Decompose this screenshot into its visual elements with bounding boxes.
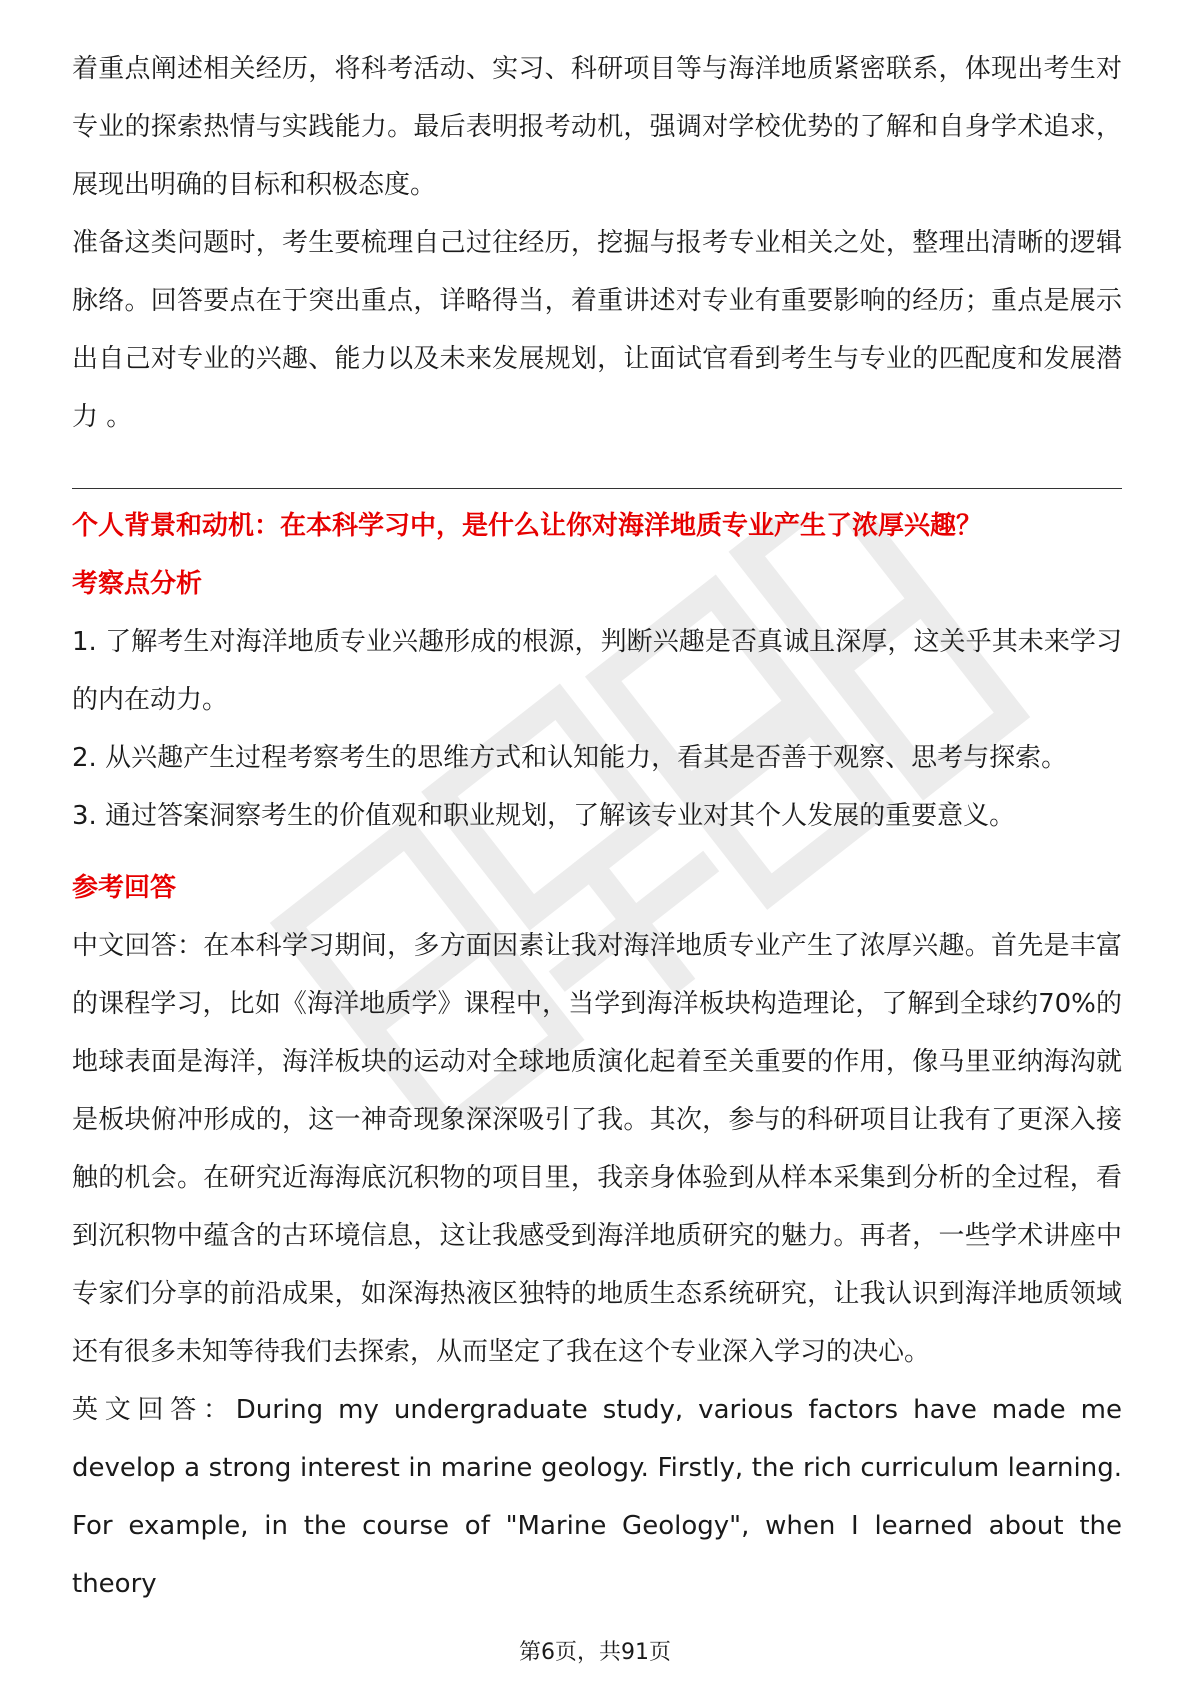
analysis-point-1: 1. 了解考生对海洋地质专业兴趣形成的根源，判断兴趣是否真诚且深厚，这关乎其未来学习的内在动力。: [72, 627, 1122, 715]
chinese-answer-text: 在本科学习期间，多方面因素让我对海洋地质专业产生了浓厚兴趣。首先是丰富的课程学习，比如《海洋地质学》课程中，当学到海洋板块构造理论，了解到全球约70%的地球表面是海洋，海洋板块的运动对全球地质演化起着至关重要的作用，像马里亚纳海沟就是板块俯冲形成的，这一神奇现象深深吸引了我。其次，参与的科研项目让我有了更深入接触的机会。在研究近海海底沉积物的项目里，我亲身体验到从样本采集到分析的全过程，看到沉积物中蕴含的古环境信息，这让我感受到海洋地质研究的魅力。再者，一些学术讲座中专家们分享的前沿成果，如深海热液区独特的地质生态系统研究，让我认识到海洋地质领域还有很多未知等待我们去探索，从而坚定了我在这个专业深入学习的决心。: [72, 931, 1122, 1367]
intro-paragraph-1: 着重点阐述相关经历，将科考活动、实习、科研项目等与海洋地质紧密联系，体现出考生对专业的探索热情与实践能力。最后表明报考动机，强调对学校优势的了解和自身学术追求，展现出明确的目标和积极态度。: [72, 54, 1122, 200]
analysis-heading: 考察点分析: [72, 569, 203, 599]
chinese-answer: [72, 917, 1122, 1381]
answer-heading: 参考回答: [72, 873, 177, 903]
english-answer-text: During my undergraduate study, various factors have made me develop a strong interest in marine geology. Firstly, the rich curriculum learning. For example, in the course of "Marine Geology", when I learned about the theory: [72, 1395, 1122, 1599]
question-title: 个人背景和动机：在本科学习中，是什么让你对海洋地质专业产生了浓厚兴趣？: [72, 511, 983, 541]
page-footer: 第6页，共91页: [519, 1640, 671, 1665]
analysis-point-2: 2. 从兴趣产生过程考察考生的思维方式和认知能力，看其是否善于观察、思考与探索。: [72, 743, 1068, 773]
english-answer: [72, 1381, 1122, 1613]
intro-paragraph-2: 准备这类问题时，考生要梳理自己过往经历，挖掘与报考专业相关之处，整理出清晰的逻辑脉络。回答要点在于突出重点，详略得当，着重讲述对专业有重要影响的经历；重点是展示出自己对专业的兴趣、能力以及未来发展规划，让面试官看到考生与专业的匹配度和发展潜力 。: [72, 228, 1122, 432]
english-answer-label: 英文回答：: [72, 1395, 236, 1425]
document-page: [72, 40, 1122, 1613]
chinese-answer-label: 中文回答：: [72, 931, 204, 961]
section-divider: [72, 488, 1122, 489]
analysis-point-3: 3. 通过答案洞察考生的价值观和职业规划，了解该专业对其个人发展的重要意义。: [72, 801, 1016, 831]
